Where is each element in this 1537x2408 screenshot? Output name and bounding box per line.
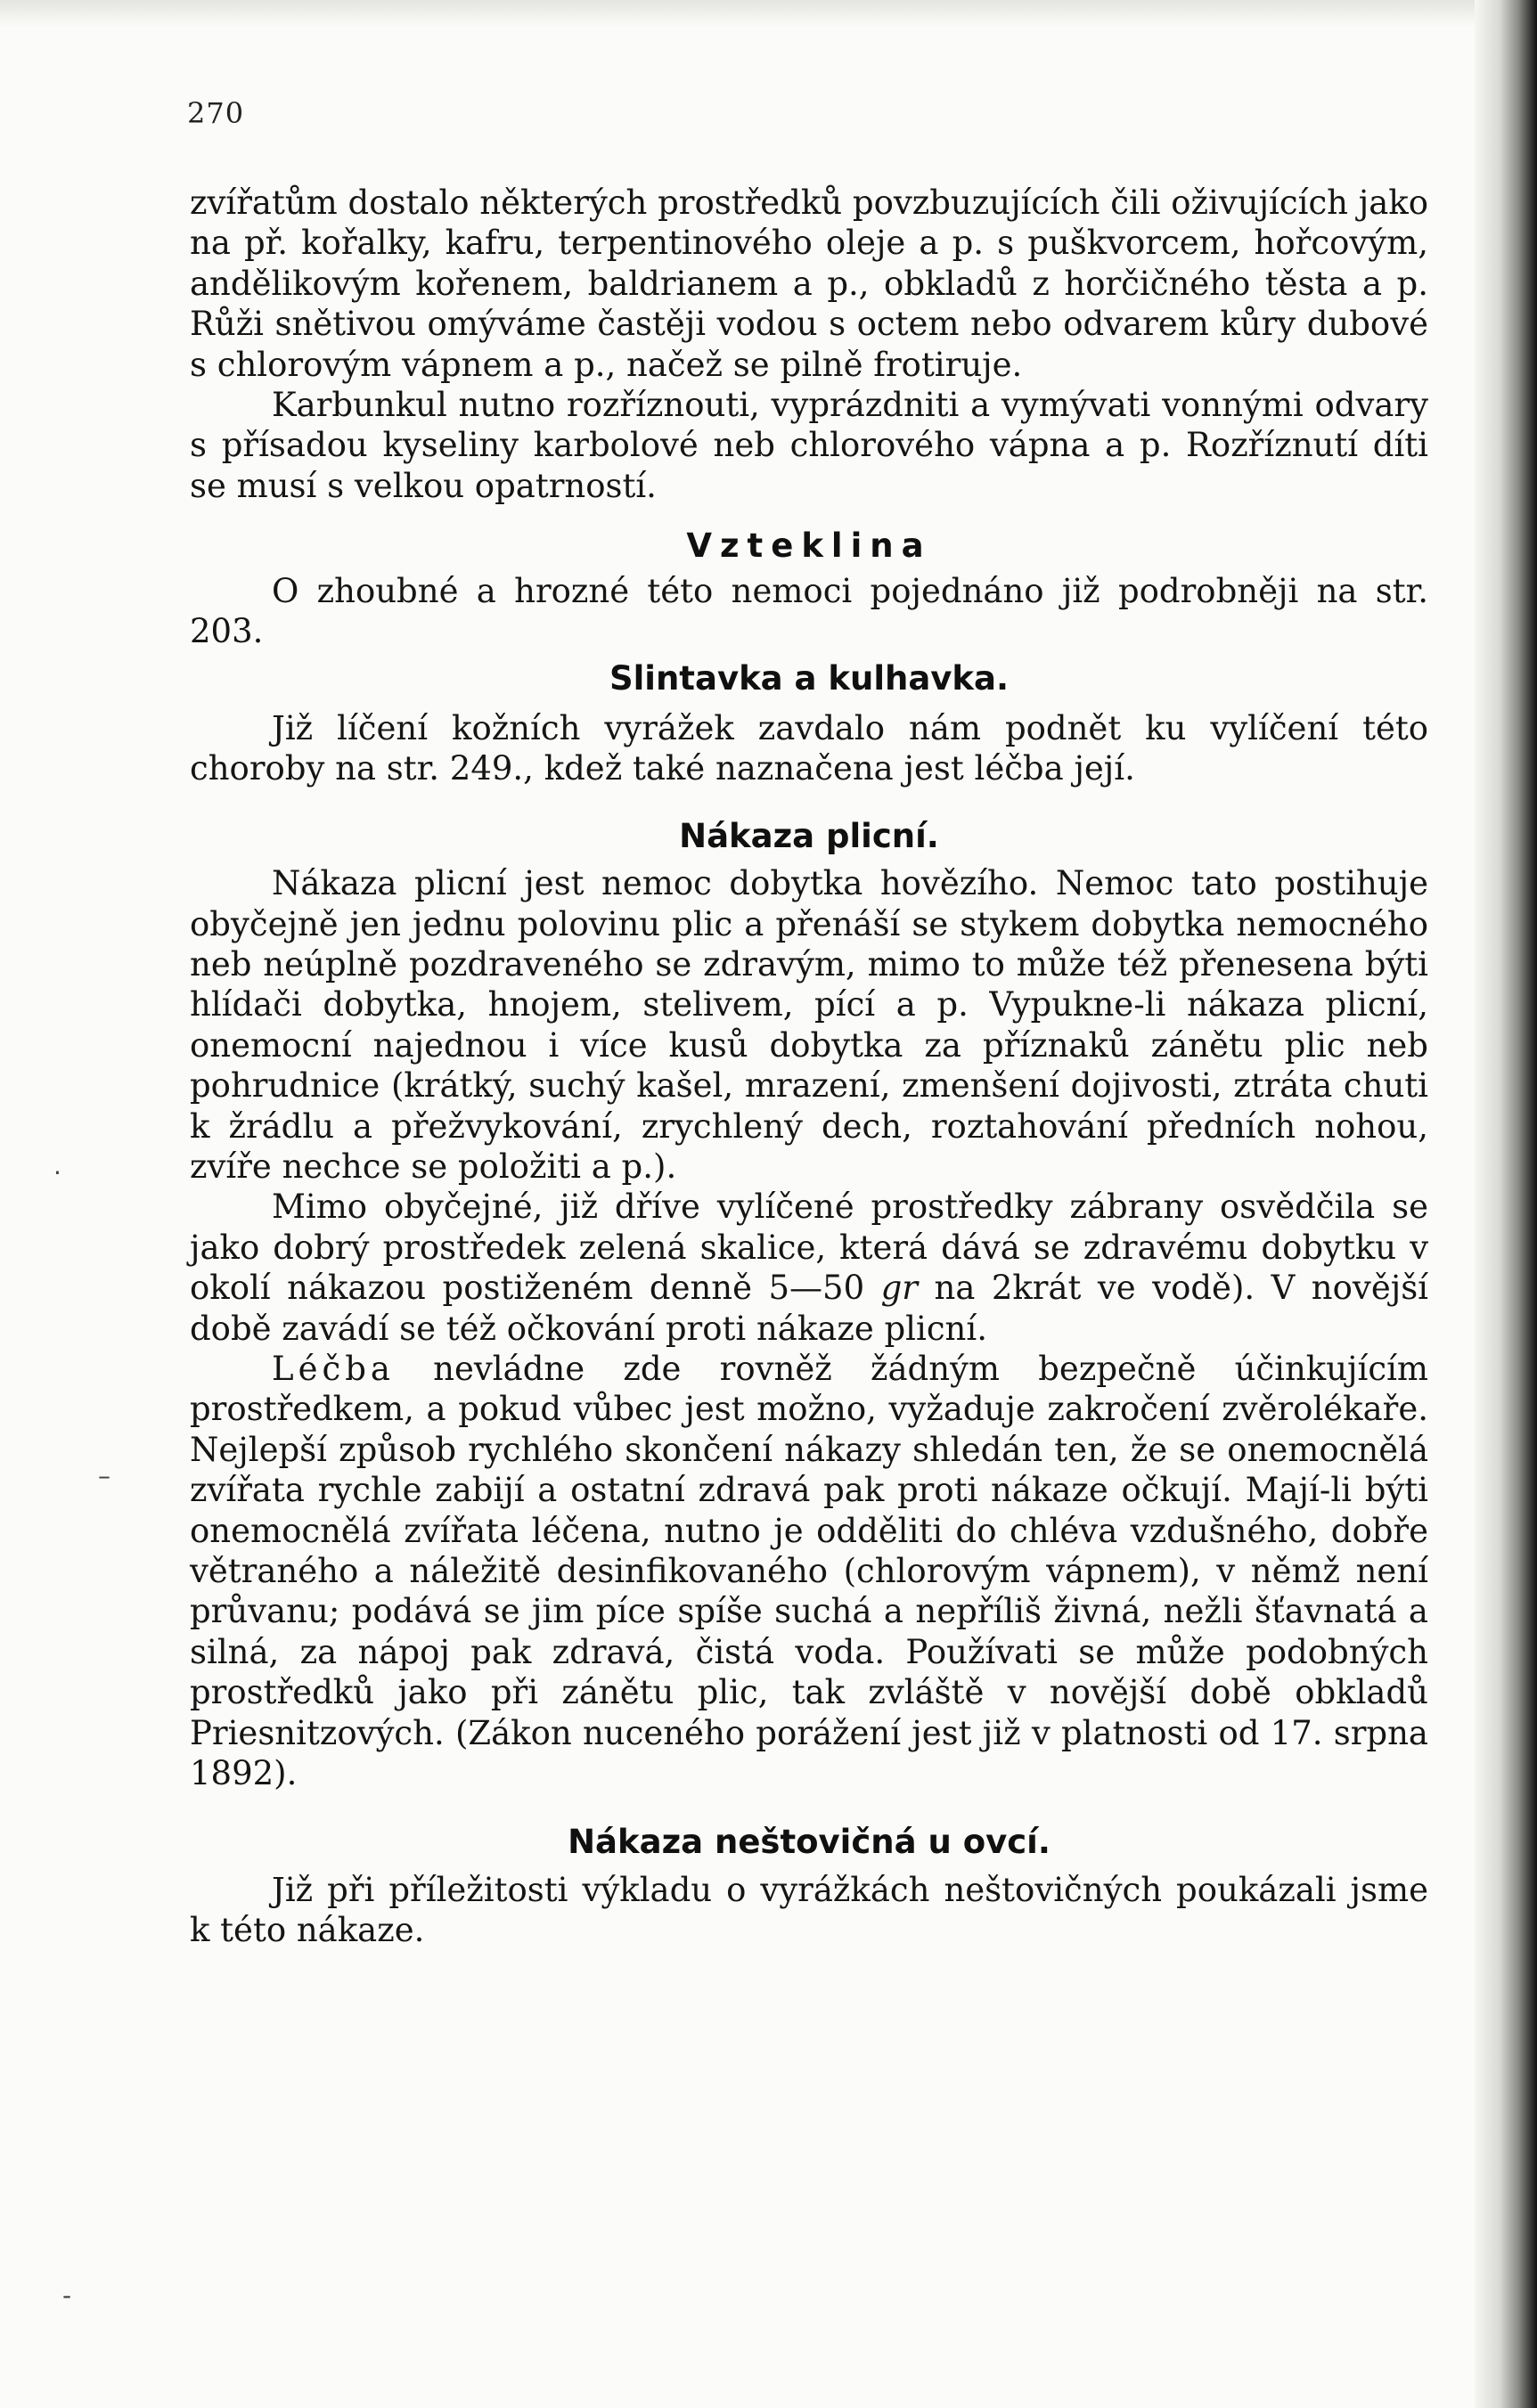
unit-gram: gr: [880, 1269, 918, 1308]
paragraph-lecba: [190, 1349, 1428, 1793]
paragraph-continuation: zvířatům dostalo některých prostředků povzbuzujících čili oživujících jako na př. kořalky, kafru, terpentinového oleje a p. s puškvorcem, hořcovým, andělikovým kořenem, baldrianem a p., obkladů z horčičného těsta a p. Růži snětivou omýváme častěji vodou s octem nebo odvarem kůry dubové s chlorovým vápnem a p., načež se pilně frotiruje.: [190, 184, 1428, 384]
heading-slintavka: Slintavka a kulhavka.: [609, 659, 1010, 698]
paragraph-nakaza-plicni: Nákaza plicní jest nemoc dobytka hovězího. Nemoc tato postihuje obyčejně jen jednu polovinu plic a přenáší se stykem dobytka nemocného neb neúplně pozdraveného se zdravým, mimo to může též přenesena býti hlídači dobytka, hnojem, stelivem, pící a p. Vypukne-li nákaza plicní, onemocní najednou i více kusů dobytka za příznaků zánětu plic neb pohrudnice (krátký, suchý kašel, mrazení, zmenšení dojivosti, ztráta chuti k žrádlu a přežvykování, zrychlený dech, roztahování předních nohou, zvíře nechce se položiti a p.).: [190, 864, 1428, 1186]
paragraph-prostredky-text-b: na 2krát ve vodě). V novější době zavádí se též očkování proti nákaze plicní.: [190, 1269, 1429, 1348]
margin-speck: ·: [53, 1158, 61, 1188]
page-right-shadow: [1475, 0, 1537, 2408]
heading-vzteklina: Vzteklina: [686, 526, 932, 566]
paragraph-nestovicna: Již při příležitosti výkladu o vyrážkách neštovičných poukázali jsme k této nákaze.: [190, 1870, 1428, 1950]
paragraph-vzteklina: O zhoubné a hrozné této nemoci pojednáno již podrobněji na str. 203.: [190, 571, 1428, 651]
paragraph-prostredky: [190, 1187, 1428, 1349]
page-number: 270: [187, 96, 245, 130]
heading-nakaza-nestovicna: Nákaza neštovičná u ovcí.: [568, 1823, 1051, 1862]
margin-dash: –: [98, 1461, 110, 1490]
margin-speck-lower: -: [62, 2281, 72, 2310]
paragraph-lecba-text: nevládne zde rovněž žádným bezpečně účinkujícím prostředkem, a pokud vůbec jest možno, vyžaduje zakročení zvěrolékaře. Nejlepší způsob rychlého skončení nákazy shledán ten, že se onemocnělá zvířata rychle zabijí a ostatní zdravá pak proti nákaze očkují. Mají-li býti onemocnělá zvířata léčena, nutno je odděliti do chléva vzdušného, dobře větraného a náležitě desinfikovaného (chlorovým vápnem), v němž není průvanu; podává se jim píce spíše suchá a nepříliš živná, nežli šťavnatá a silná, za nápoj pak zdravá, čistá voda. Používati se může podobných prostředků jako při zánětu plic, tak zvláště v novější době obkladů Priesnitzových. (Zákon nuceného porážení jest již v platnosti od 17. srpna 1892).: [190, 1349, 1428, 1793]
page-content: [190, 183, 1428, 1951]
paragraph-slintavka: Již líčení kožních vyrážek zavdalo nám podnět ku vylíčení této choroby na str. 249., kdež také naznačena jest léčba její.: [190, 708, 1428, 788]
lecba-lead-word: Léčba: [272, 1349, 395, 1388]
paragraph-prostredky-text-a: Mimo obyčejné, již dříve vylíčené prostředky zábrany osvědčila se jako dobrý prostředek zelená skalice, která dává se zdravému dobytku v okolí nákazou postiženém denně 5—50: [190, 1188, 1428, 1308]
heading-nakaza-plicni: Nákaza plicní.: [679, 816, 939, 855]
paragraph-karbunkul: Karbunkul nutno rozříznouti, vyprázdniti a vymývati vonnými odvary s přísadou kyseliny karbolové neb chlorového vápna a p. Rozříznutí díti se musí s velkou opatrností.: [190, 386, 1428, 505]
page-top-shadow: [0, 0, 1537, 27]
